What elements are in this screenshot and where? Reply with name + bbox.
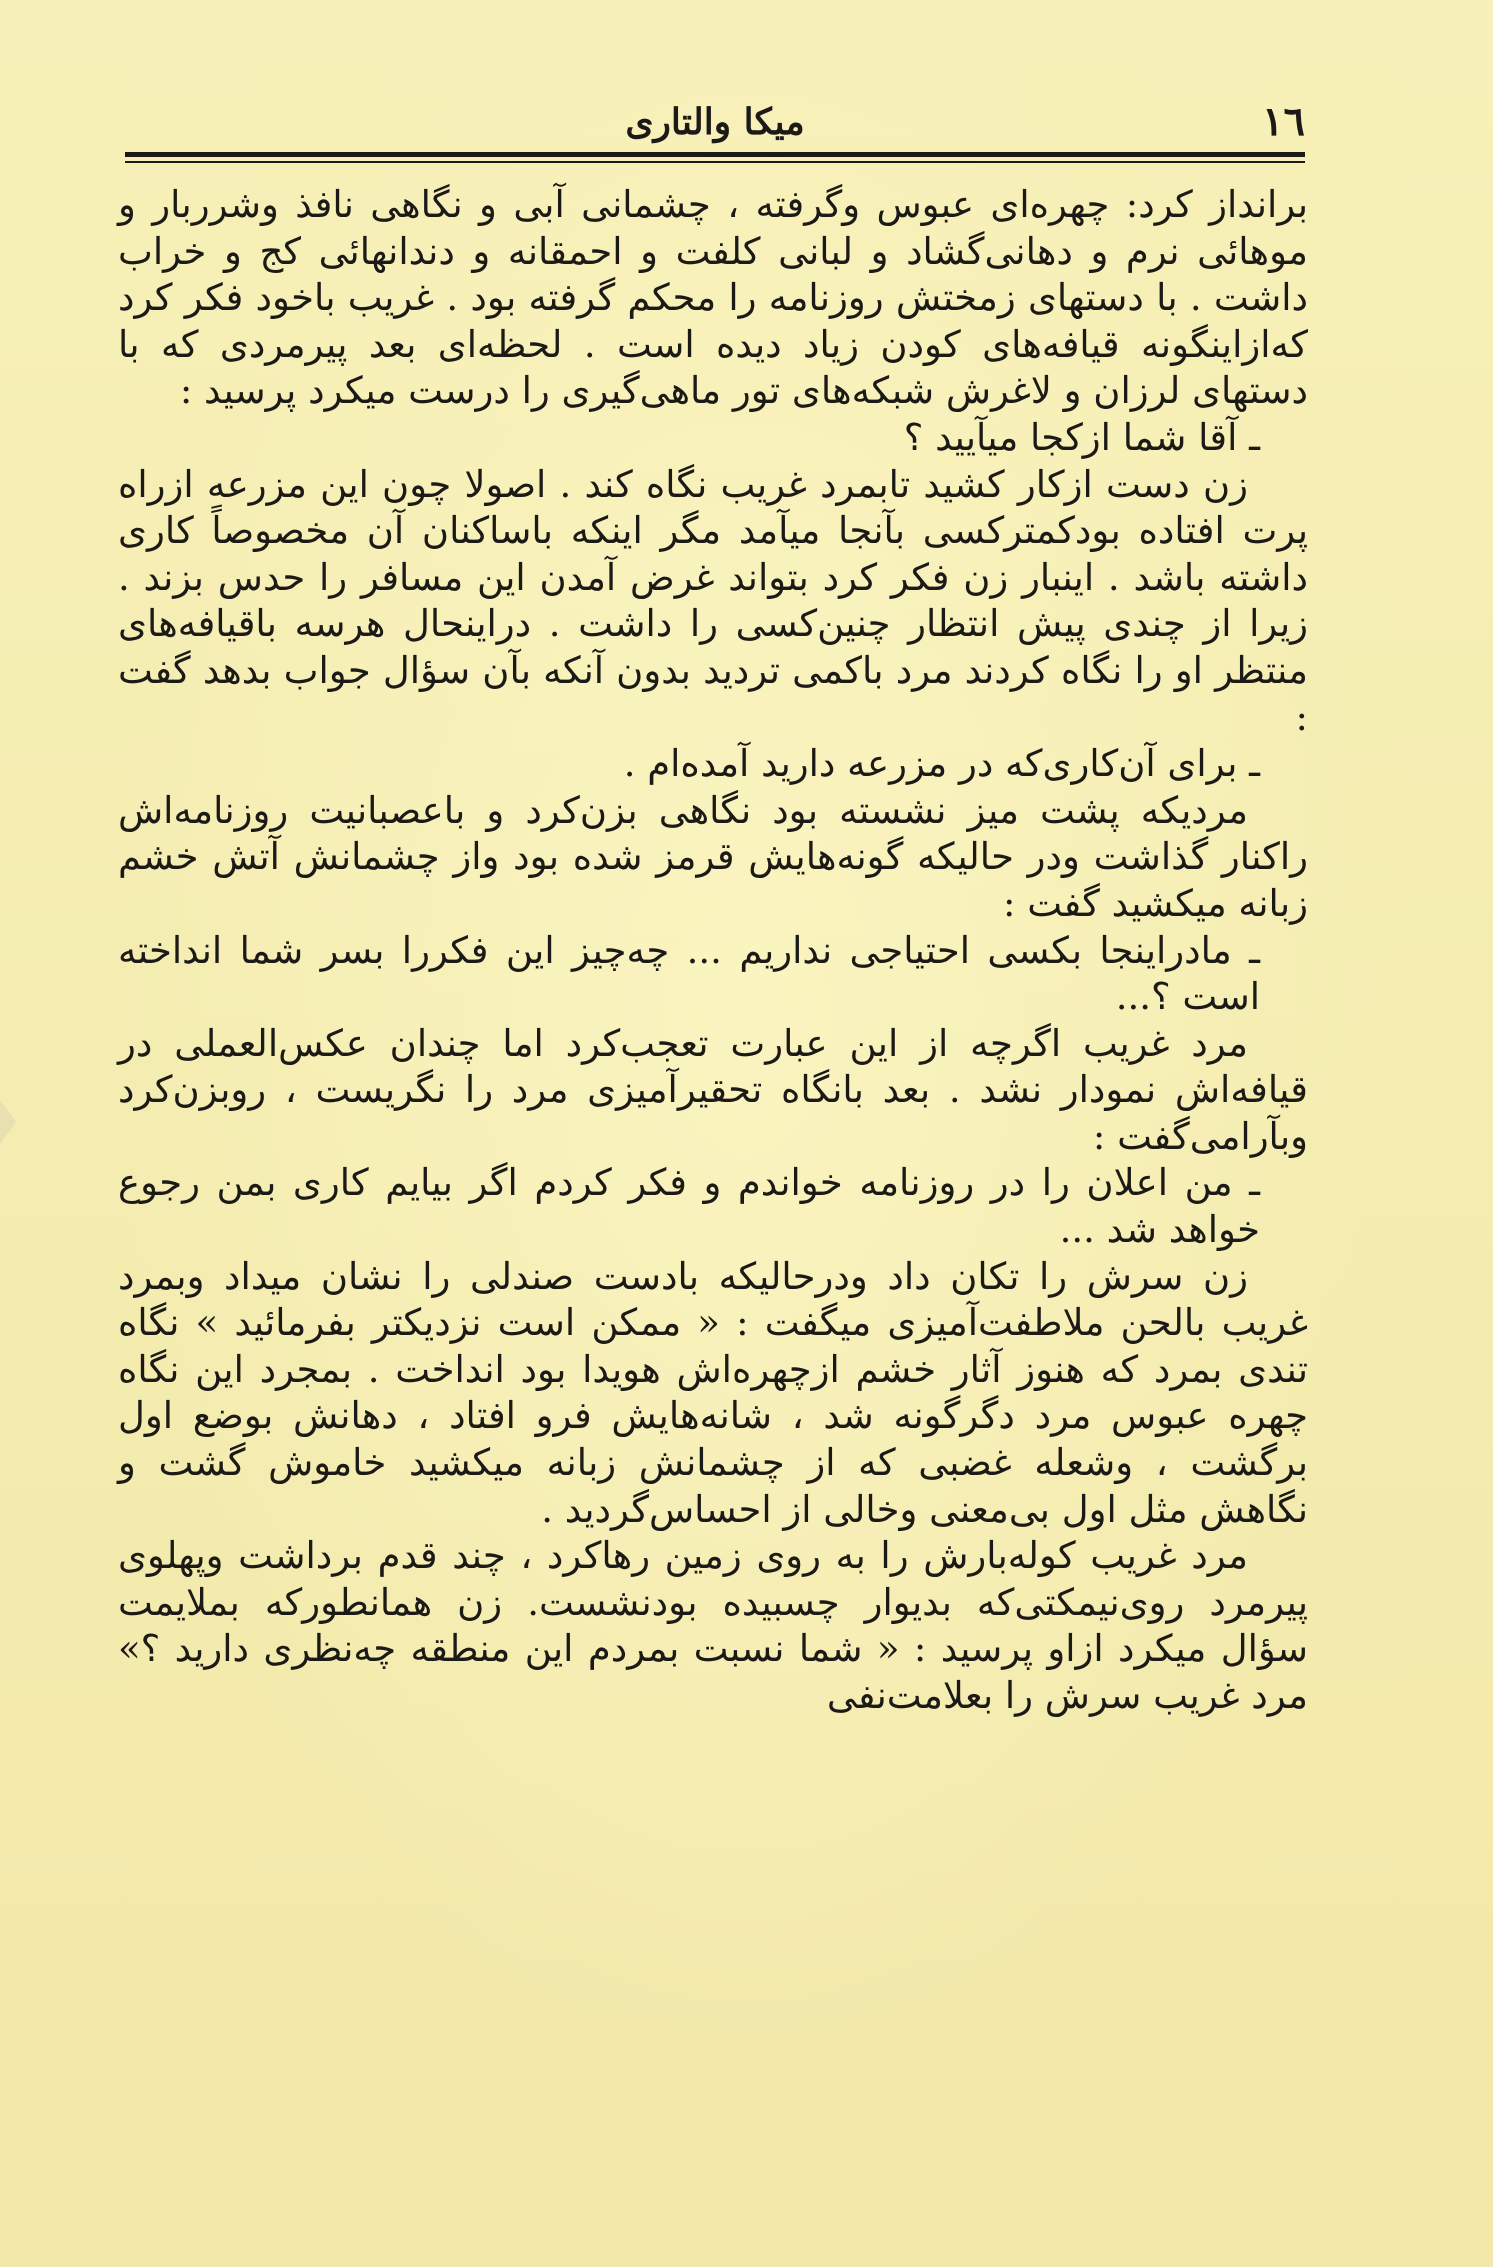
header-rule-thick	[125, 152, 1305, 157]
page-number: ١٦	[1262, 98, 1305, 145]
paragraph: مرد غریب کوله‌بارش را به روی زمین رهاکرد ، چند قدم برداشت وپهلوی پیرمرد روی‌نیمکتی‌که بدیوار چسبیده بودنشست. زن همانطورکه بملایمت سؤال میکرد ازاو پرسید : « شما نسبت بمردم این منطقه چه‌نظری دارید ؟» مرد غریب سرش را بعلامت‌نفی	[118, 1534, 1308, 1717]
dialogue-line: ـ مادراینجا بکسی احتیاجی نداریم ... چه‌چیز این فکررا بسر شما انداخته است ؟...	[118, 928, 1260, 1019]
dialogue-line: ـ من اعلان را در روزنامه خواندم و فکر کردم اگر بیایم کاری بمن رجوع خواهد شد ...	[118, 1161, 1260, 1252]
paragraph: مردیکه پشت میز نشسته بود نگاهی بزن‌کرد و باعصبانیت روزنامه‌اش راکنار گذاشت ودر حالیکه گونه‌هایش قرمز شده بود واز چشمانش آتش خشم زبانه میکشید گفت :	[118, 788, 1308, 925]
paragraph: زن سرش را تکان داد ودرحالیکه بادست صندلی را نشان میداد وبمرد غریب بالحن ملاطفت‌آمیزی میگفت : « ممکن است نزدیکتر بفرمائید » نگاه تندی بمرد که هنوز آثار خشم ازچهره‌اش هویدا بود انداخت . بمجرد این نگاه چهره عبوس مرد دگرگونه شد ، شانه‌هایش فرو افتاد ، دهانش بوضع اول برگشت ، وشعله غضبی که از چشمانش زبانه میکشید خاموش گشت و نگاهش مثل اول بی‌معنی وخالی از احساس‌گردید .	[118, 1254, 1308, 1531]
paragraph: مرد غریب اگرچه از این عبارت تعجب‌کرد اما چندان عکس‌العملی در قیافه‌اش نمودار نشد . بعد بانگاه تحقیرآمیزی مرد را نگریست ، روبزن‌کرد وبآرامی‌گفت :	[118, 1021, 1308, 1158]
paragraph: برانداز کرد: چهره‌ای عبوس وگرفته ، چشمانی آبی و نگاهی نافذ وشرربار و موهائی نرم و دهانی‌گشاد و لبانی کلفت و احمقانه و دندانهائی کج و خراب داشت . با دستهای زمختش روزنامه را محکم گرفته بود . غریب باخود فکر کرد که‌ازاینگونه قیافه‌های کودن زیاد دیده است . لحظه‌ای بعد پیرمردی که با دستهای لرزان و لاغرش شبکه‌های تور ماهی‌گیری را درست میکرد پرسید :	[118, 183, 1308, 413]
paragraph: زن دست ازکار کشید تابمرد غریب نگاه کند . اصولا چون این مزرعه ازراه پرت افتاده بودکمترکسی بآنجا میآمد مگر اینکه باساکنان آن مخصوصاً کاری داشته باشد . اینبار زن فکر کرد بتواند غرض آمدن این مسافر را حدس بزند . زیرا از چندی پیش انتظار چنین‌کسی را داشت . دراینحال هرسه باقیافه‌های منتظر او را نگاه کردند مرد باکمی تردید بدون آنکه بآن سؤال جواب بدهد گفت :	[118, 462, 1308, 739]
dialogue-line: ـ آقا شما ازکجا میآیید ؟	[903, 415, 1260, 459]
dialogue-line: ـ برای آن‌کاری‌که در مزرعه دارید آمده‌ام .	[623, 742, 1260, 786]
running-title: میکا والتاری	[625, 101, 805, 143]
page-edge-tear	[0, 1100, 16, 1144]
page-header	[125, 96, 1305, 148]
body-text	[118, 182, 1308, 1720]
header-rule-thin	[125, 161, 1305, 163]
